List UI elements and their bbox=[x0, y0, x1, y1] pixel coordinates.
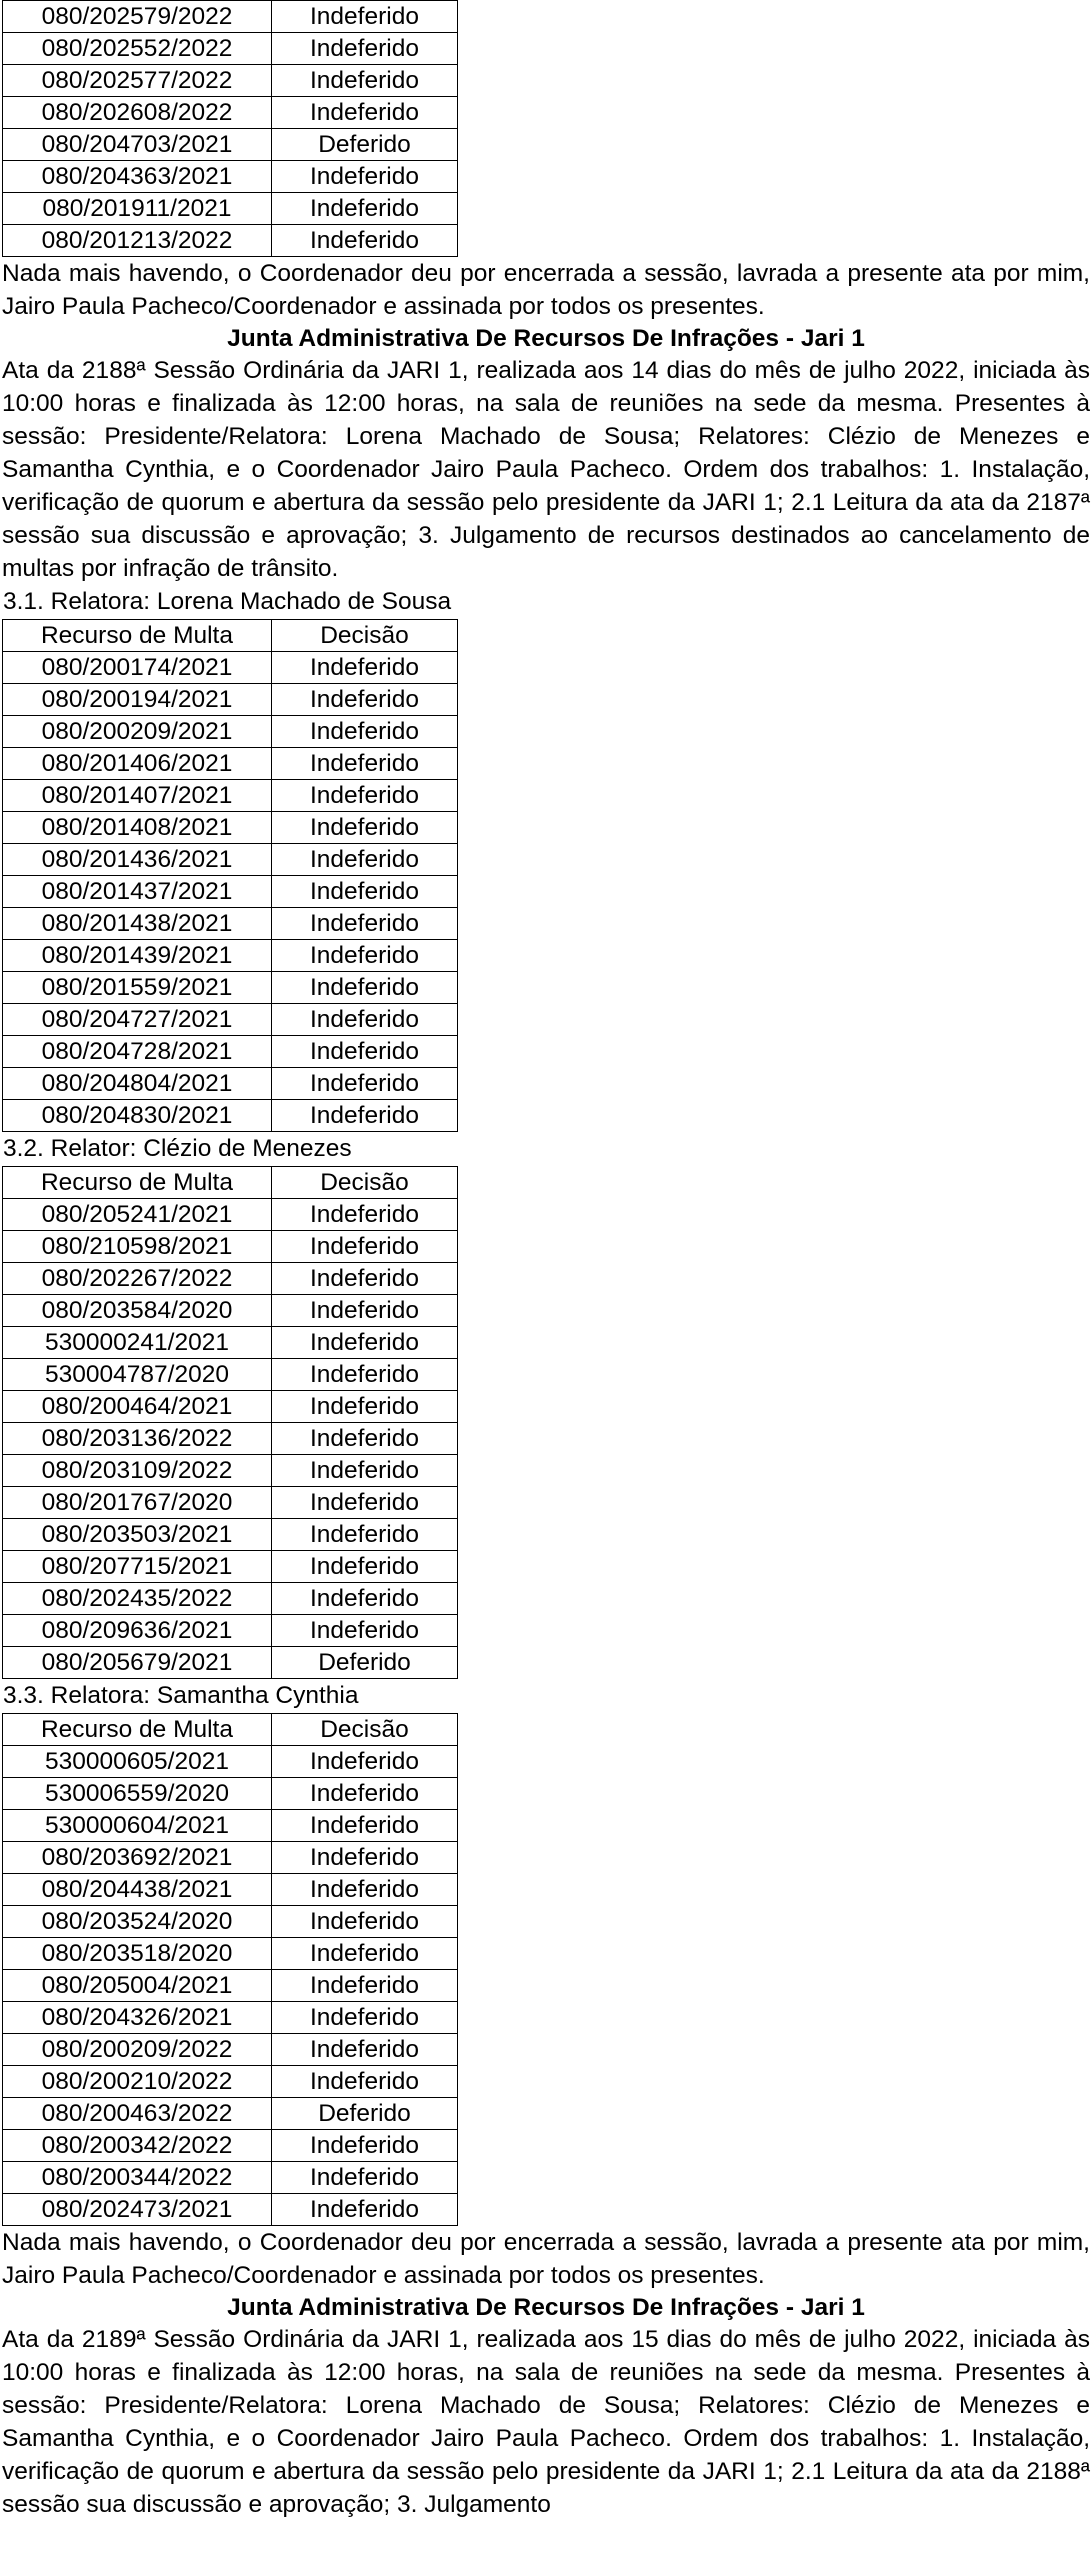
cell-decisao: Deferido bbox=[272, 2098, 458, 2130]
cell-recurso: 080/207715/2021 bbox=[3, 1551, 272, 1583]
cell-decisao: Indeferido bbox=[272, 1295, 458, 1327]
cell-recurso: 080/210598/2021 bbox=[3, 1231, 272, 1263]
cell-recurso: 530006559/2020 bbox=[3, 1778, 272, 1810]
cell-recurso: 080/203136/2022 bbox=[3, 1423, 272, 1455]
table-row bbox=[3, 1231, 458, 1263]
cell-recurso: 080/209636/2021 bbox=[3, 1615, 272, 1647]
cell-decisao: Indeferido bbox=[272, 748, 458, 780]
cell-decisao: Indeferido bbox=[272, 716, 458, 748]
column-header-decisao: Decisão bbox=[272, 1167, 458, 1199]
cell-decisao: Indeferido bbox=[272, 161, 458, 193]
cell-decisao: Deferido bbox=[272, 1647, 458, 1679]
decision-table bbox=[2, 619, 458, 1132]
column-header-recurso: Recurso de Multa bbox=[3, 620, 272, 652]
cell-recurso: 080/203503/2021 bbox=[3, 1519, 272, 1551]
table-row bbox=[3, 2194, 458, 2226]
table-row bbox=[3, 2066, 458, 2098]
cell-recurso: 080/202435/2022 bbox=[3, 1583, 272, 1615]
section-heading: 3.3. Relatora: Samantha Cynthia bbox=[3, 1682, 359, 1709]
cell-recurso: 080/204363/2021 bbox=[3, 161, 272, 193]
cell-recurso: 080/204727/2021 bbox=[3, 1004, 272, 1036]
cell-recurso: 080/200209/2022 bbox=[3, 2034, 272, 2066]
cell-recurso: 080/202577/2022 bbox=[3, 65, 272, 97]
closing-paragraph: Nada mais havendo, o Coordenador deu por encerrada a sessão, lavrada a presente ata por mim, Jairo Paula Pacheco/Coordenador e assinada por todos os presentes. bbox=[2, 260, 1090, 320]
table-row bbox=[3, 972, 458, 1004]
table-row bbox=[3, 1519, 458, 1551]
table-header-row bbox=[3, 1167, 458, 1199]
cell-recurso: 080/204830/2021 bbox=[3, 1100, 272, 1132]
table-row bbox=[3, 1068, 458, 1100]
ata-paragraph: Ata da 2188ª Sessão Ordinária da JARI 1, realizada aos 14 dias do mês de julho 2022, iniciada às 10:00 horas e finalizada às 12:00 horas, na sala de reuniões na sede da mesma. Presentes à sessão: Presidente/Relatora: Lorena Machado de Sousa; Relatores: Clézio de Menezes e Samantha Cynthia, e o Coordenador Jairo Paula Pacheco. Ordem dos trabalhos: 1. Instalação, verificação de quorum e abertura da sessão pelo presidente da JARI 1; 2.1 Leitura da ata da 2187ª sessão sua discussão e aprovação; 3. Julgamento de recursos destinados ao cancelamento de multas por infração de trânsito. bbox=[2, 357, 1090, 582]
cell-decisao: Indeferido bbox=[272, 1746, 458, 1778]
column-header-decisao: Decisão bbox=[272, 1714, 458, 1746]
cell-decisao: Deferido bbox=[272, 129, 458, 161]
cell-recurso: 080/200463/2022 bbox=[3, 2098, 272, 2130]
table-row bbox=[3, 1036, 458, 1068]
cell-decisao: Indeferido bbox=[272, 1100, 458, 1132]
table-row bbox=[3, 1647, 458, 1679]
table-row bbox=[3, 1938, 458, 1970]
section-title: Junta Administrativa De Recursos De Infrações - Jari 1 bbox=[227, 325, 865, 352]
cell-recurso: 080/204326/2021 bbox=[3, 2002, 272, 2034]
table-row bbox=[3, 2002, 458, 2034]
cell-decisao: Indeferido bbox=[272, 812, 458, 844]
cell-decisao: Indeferido bbox=[272, 1327, 458, 1359]
cell-recurso: 080/203692/2021 bbox=[3, 1842, 272, 1874]
cell-decisao: Indeferido bbox=[272, 1004, 458, 1036]
cell-recurso: 080/205004/2021 bbox=[3, 1970, 272, 2002]
cell-recurso: 080/202608/2022 bbox=[3, 97, 272, 129]
table-row bbox=[3, 129, 458, 161]
section-heading: 3.2. Relator: Clézio de Menezes bbox=[3, 1135, 352, 1162]
cell-recurso: 080/200342/2022 bbox=[3, 2130, 272, 2162]
cell-recurso: 080/202267/2022 bbox=[3, 1263, 272, 1295]
table-row bbox=[3, 684, 458, 716]
table-row bbox=[3, 1359, 458, 1391]
table-row bbox=[3, 1, 458, 33]
table-row bbox=[3, 2034, 458, 2066]
cell-decisao: Indeferido bbox=[272, 652, 458, 684]
table-row bbox=[3, 748, 458, 780]
cell-decisao: Indeferido bbox=[272, 780, 458, 812]
header-table bbox=[2, 0, 458, 257]
cell-recurso: 080/201438/2021 bbox=[3, 908, 272, 940]
cell-recurso: 080/204438/2021 bbox=[3, 1874, 272, 1906]
cell-recurso: 080/203524/2020 bbox=[3, 1906, 272, 1938]
table-row bbox=[3, 1810, 458, 1842]
cell-recurso: 080/201213/2022 bbox=[3, 225, 272, 257]
cell-recurso: 080/200464/2021 bbox=[3, 1391, 272, 1423]
column-header-recurso: Recurso de Multa bbox=[3, 1167, 272, 1199]
table-row bbox=[3, 65, 458, 97]
cell-decisao: Indeferido bbox=[272, 2034, 458, 2066]
cell-recurso: 080/203109/2022 bbox=[3, 1455, 272, 1487]
table-row bbox=[3, 1295, 458, 1327]
table-row bbox=[3, 33, 458, 65]
column-header-decisao: Decisão bbox=[272, 620, 458, 652]
cell-decisao: Indeferido bbox=[272, 876, 458, 908]
cell-decisao: Indeferido bbox=[272, 1036, 458, 1068]
table-row bbox=[3, 1487, 458, 1519]
cell-recurso: 080/201408/2021 bbox=[3, 812, 272, 844]
cell-recurso: 530000604/2021 bbox=[3, 1810, 272, 1842]
table-row bbox=[3, 225, 458, 257]
cell-recurso: 080/201767/2020 bbox=[3, 1487, 272, 1519]
table-row bbox=[3, 1874, 458, 1906]
cell-recurso: 080/201406/2021 bbox=[3, 748, 272, 780]
cell-decisao: Indeferido bbox=[272, 2162, 458, 2194]
cell-decisao: Indeferido bbox=[272, 2130, 458, 2162]
cell-recurso: 530000241/2021 bbox=[3, 1327, 272, 1359]
table-row bbox=[3, 1327, 458, 1359]
cell-recurso: 080/201436/2021 bbox=[3, 844, 272, 876]
cell-recurso: 080/200174/2021 bbox=[3, 652, 272, 684]
cell-recurso: 080/201911/2021 bbox=[3, 193, 272, 225]
cell-recurso: 080/201437/2021 bbox=[3, 876, 272, 908]
cell-recurso: 080/201559/2021 bbox=[3, 972, 272, 1004]
table-row bbox=[3, 1615, 458, 1647]
cell-decisao: Indeferido bbox=[272, 1359, 458, 1391]
table-row bbox=[3, 940, 458, 972]
cell-recurso: 080/201439/2021 bbox=[3, 940, 272, 972]
cell-decisao: Indeferido bbox=[272, 2066, 458, 2098]
ata-paragraph: Ata da 2189ª Sessão Ordinária da JARI 1, realizada aos 15 dias do mês de julho 2022, iniciada às 10:00 horas e finalizada às 12:00 horas, na sala de reuniões na sede da mesma. Presentes à sessão: Presidente/Relatora: Lorena Machado de Sousa; Relatores: Clézio de Menezes e Samantha Cynthia, e o Coordenador Jairo Paula Pacheco. Ordem dos trabalhos: 1. Instalação, verificação de quorum e abertura da sessão pelo presidente da JARI 1; 2.1 Leitura da ata da 2188ª sessão sua discussão e aprovação; 3. Julgamento bbox=[2, 2326, 1090, 2518]
table-row bbox=[3, 908, 458, 940]
table-row bbox=[3, 97, 458, 129]
cell-decisao: Indeferido bbox=[272, 1487, 458, 1519]
cell-decisao: Indeferido bbox=[272, 1263, 458, 1295]
cell-recurso: 080/203584/2020 bbox=[3, 1295, 272, 1327]
cell-decisao: Indeferido bbox=[272, 1842, 458, 1874]
table-row bbox=[3, 1778, 458, 1810]
table-row bbox=[3, 1263, 458, 1295]
table-row bbox=[3, 1551, 458, 1583]
cell-recurso: 080/202579/2022 bbox=[3, 1, 272, 33]
cell-recurso: 080/202552/2022 bbox=[3, 33, 272, 65]
cell-decisao: Indeferido bbox=[272, 1615, 458, 1647]
table-row bbox=[3, 1391, 458, 1423]
section-title: Junta Administrativa De Recursos De Infrações - Jari 1 bbox=[227, 2294, 865, 2321]
cell-decisao: Indeferido bbox=[272, 1391, 458, 1423]
cell-decisao: Indeferido bbox=[272, 844, 458, 876]
cell-decisao: Indeferido bbox=[272, 1423, 458, 1455]
cell-decisao: Indeferido bbox=[272, 940, 458, 972]
table-row bbox=[3, 2098, 458, 2130]
decision-table bbox=[2, 1166, 458, 1679]
cell-decisao: Indeferido bbox=[272, 2002, 458, 2034]
cell-decisao: Indeferido bbox=[272, 33, 458, 65]
table-header-row bbox=[3, 1714, 458, 1746]
cell-decisao: Indeferido bbox=[272, 1, 458, 33]
table-row bbox=[3, 844, 458, 876]
table-row bbox=[3, 1746, 458, 1778]
cell-decisao: Indeferido bbox=[272, 225, 458, 257]
cell-recurso: 080/205241/2021 bbox=[3, 1199, 272, 1231]
cell-decisao: Indeferido bbox=[272, 1874, 458, 1906]
cell-decisao: Indeferido bbox=[272, 1068, 458, 1100]
cell-decisao: Indeferido bbox=[272, 193, 458, 225]
cell-decisao: Indeferido bbox=[272, 1583, 458, 1615]
table-row bbox=[3, 876, 458, 908]
table-row bbox=[3, 1842, 458, 1874]
table-row bbox=[3, 1455, 458, 1487]
cell-decisao: Indeferido bbox=[272, 2194, 458, 2226]
cell-recurso: 530000605/2021 bbox=[3, 1746, 272, 1778]
cell-decisao: Indeferido bbox=[272, 1519, 458, 1551]
table-row bbox=[3, 2162, 458, 2194]
closing-paragraph: Nada mais havendo, o Coordenador deu por encerrada a sessão, lavrada a presente ata por mim, Jairo Paula Pacheco/Coordenador e assinada por todos os presentes. bbox=[2, 2229, 1090, 2289]
table-row bbox=[3, 193, 458, 225]
column-header-recurso: Recurso de Multa bbox=[3, 1714, 272, 1746]
cell-recurso: 080/200209/2021 bbox=[3, 716, 272, 748]
table-row bbox=[3, 2130, 458, 2162]
cell-recurso: 080/205679/2021 bbox=[3, 1647, 272, 1679]
cell-recurso: 080/202473/2021 bbox=[3, 2194, 272, 2226]
table-row bbox=[3, 1100, 458, 1132]
decision-table bbox=[2, 1713, 458, 2226]
cell-decisao: Indeferido bbox=[272, 908, 458, 940]
table-row bbox=[3, 652, 458, 684]
cell-decisao: Indeferido bbox=[272, 1906, 458, 1938]
cell-decisao: Indeferido bbox=[272, 972, 458, 1004]
table-row bbox=[3, 1004, 458, 1036]
table-row bbox=[3, 161, 458, 193]
cell-decisao: Indeferido bbox=[272, 1231, 458, 1263]
cell-recurso: 530004787/2020 bbox=[3, 1359, 272, 1391]
table-row bbox=[3, 780, 458, 812]
cell-decisao: Indeferido bbox=[272, 1551, 458, 1583]
cell-decisao: Indeferido bbox=[272, 1970, 458, 2002]
table-row bbox=[3, 716, 458, 748]
cell-recurso: 080/204804/2021 bbox=[3, 1068, 272, 1100]
table-row bbox=[3, 812, 458, 844]
cell-decisao: Indeferido bbox=[272, 97, 458, 129]
table-header-row bbox=[3, 620, 458, 652]
table-row bbox=[3, 1970, 458, 2002]
table-row bbox=[3, 1906, 458, 1938]
section-heading: 3.1. Relatora: Lorena Machado de Sousa bbox=[3, 588, 452, 615]
cell-recurso: 080/204728/2021 bbox=[3, 1036, 272, 1068]
cell-recurso: 080/200210/2022 bbox=[3, 2066, 272, 2098]
cell-decisao: Indeferido bbox=[272, 1199, 458, 1231]
cell-recurso: 080/203518/2020 bbox=[3, 1938, 272, 1970]
cell-recurso: 080/201407/2021 bbox=[3, 780, 272, 812]
cell-decisao: Indeferido bbox=[272, 684, 458, 716]
table-row bbox=[3, 1423, 458, 1455]
cell-recurso: 080/204703/2021 bbox=[3, 129, 272, 161]
table-row bbox=[3, 1583, 458, 1615]
cell-recurso: 080/200194/2021 bbox=[3, 684, 272, 716]
cell-decisao: Indeferido bbox=[272, 1810, 458, 1842]
cell-decisao: Indeferido bbox=[272, 1455, 458, 1487]
cell-decisao: Indeferido bbox=[272, 1938, 458, 1970]
cell-recurso: 080/200344/2022 bbox=[3, 2162, 272, 2194]
cell-decisao: Indeferido bbox=[272, 1778, 458, 1810]
table-row bbox=[3, 1199, 458, 1231]
cell-decisao: Indeferido bbox=[272, 65, 458, 97]
